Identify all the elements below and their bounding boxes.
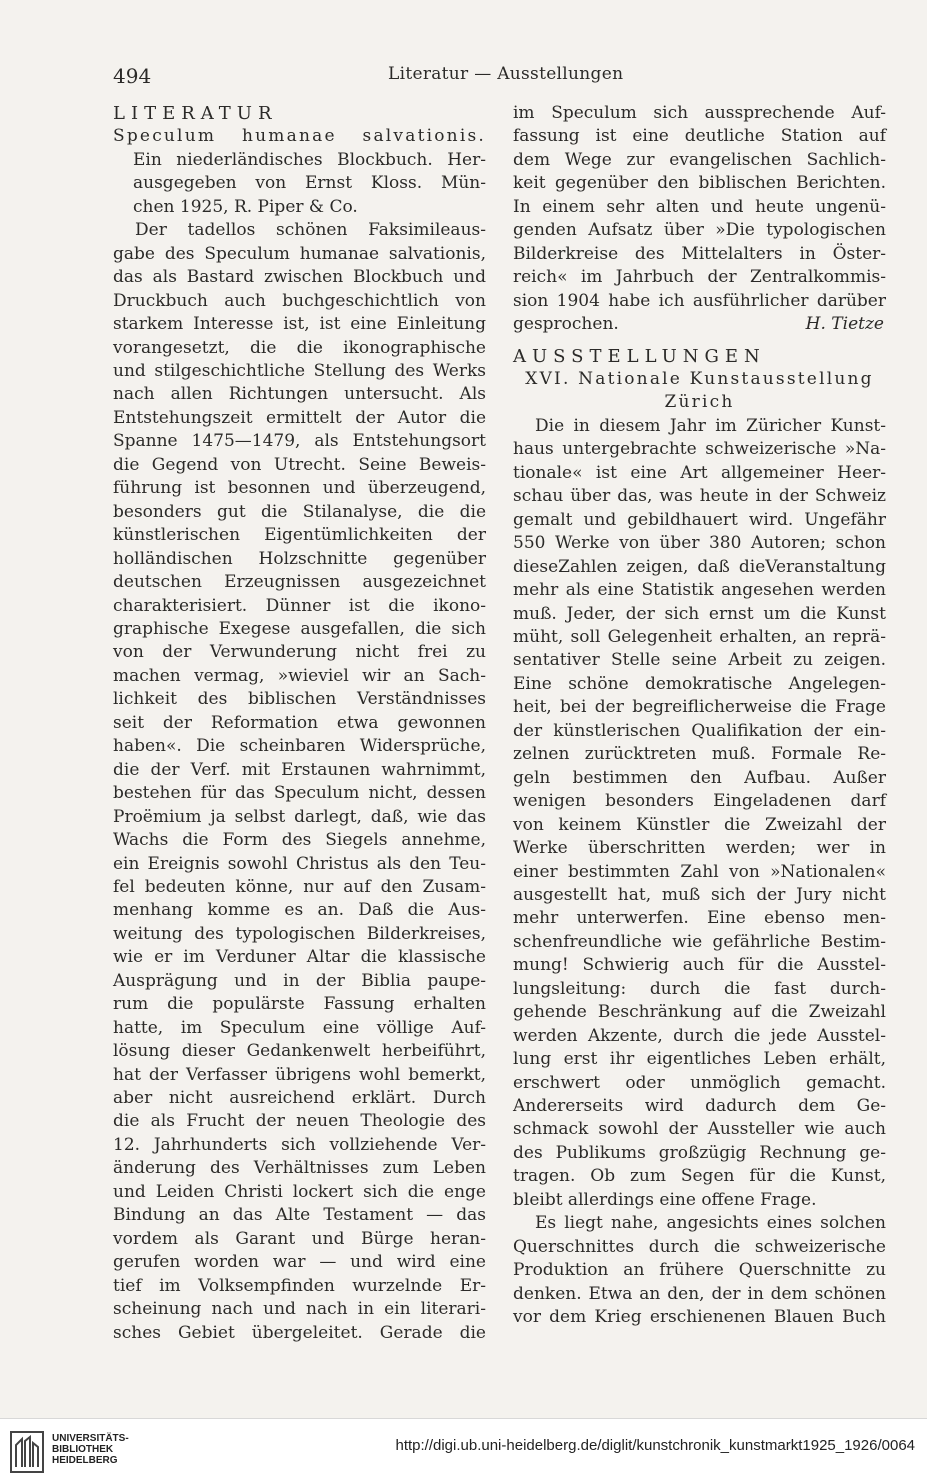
text-line: ausgestellt hat, muß sich der Jury nicht [513, 884, 886, 905]
text-line: tief im Volksempfinden wurzelnde Er- [113, 1275, 486, 1296]
text-line: im Speculum sich aussprechende Auf- [513, 103, 886, 123]
text-line: heit, bei der begreiflicherweise die Frage [513, 697, 886, 718]
text-line: geln bestimmen den Aufbau. Außer [513, 767, 886, 788]
text-line: gerufen worden war — und wird eine [113, 1252, 486, 1273]
text-line: haben«. Die scheinbaren Widersprüche, [113, 736, 486, 757]
text-line: menhang komme es an. Daß die Aus- [113, 900, 486, 921]
text-line: aber nicht ausreichend erklärt. Durch [113, 1088, 486, 1109]
text-line: sches Gebiet übergeleitet. Gerade die [113, 1322, 486, 1343]
text-line: sion 1904 habe ich ausführlicher darüber [513, 290, 886, 311]
text-line: lichkeit des biblischen Verständnisses [113, 689, 486, 710]
text-line: dem Wege zur evangelischen Sachlich- [513, 149, 886, 170]
text-line: vorangesetzt, die die ikonographische [113, 337, 486, 358]
exhibition-city: Zürich [664, 392, 735, 413]
text-line: bestehen für das Speculum nicht, dessen [113, 783, 486, 804]
review-title: Speculum humanae salvationis. [113, 126, 486, 147]
library-name [52, 1433, 129, 1466]
text-line: Eine schöne demokratische Angelegen- [513, 673, 886, 694]
review-bibliographic-info [113, 149, 486, 219]
text-line: zelnen zurücktreten muß. Formale Re- [513, 744, 886, 765]
text-line: wie er im Verduner Altar die klassische [113, 947, 486, 968]
text-line: vordem als Garant und Bürge heran- [113, 1228, 486, 1249]
text-line: vor dem Krieg erschienenen Blauen Buch [513, 1307, 886, 1328]
review-body-continued [513, 102, 886, 313]
text-line: fassung ist eine deutliche Station auf [513, 126, 886, 147]
text-line: reich« im Jahrbuch der Zentralkommis- [513, 267, 886, 288]
text-line: von keinem Künstler die Zweizahl der [513, 814, 886, 835]
text-line: schmack sowohl der Aussteller wie auch [513, 1119, 886, 1140]
exhibition-title: XVI. Nationale Kunstausstellung [525, 368, 874, 389]
text-line: mehr unterwerfen. Eine ebenso men- [513, 908, 886, 929]
text-line: mehr als eine Statistik angesehen werden [513, 580, 886, 601]
text-line: denken. Etwa an den, der in dem schönen [513, 1283, 886, 1304]
text-line: der künstlerischen Qualifikation der ein- [513, 720, 886, 741]
text-line: Die in diesem Jahr im Züricher Kunst- [535, 415, 886, 436]
text-line: erschwert oder unmöglich gemacht. [513, 1072, 886, 1093]
text-line: tragen. Ob zum Segen für die Kunst, [513, 1166, 886, 1187]
text-line: charakterisiert. Dünner ist die ikono- [113, 595, 486, 616]
text-line: lung erst ihr eigentliches Leben erhält, [513, 1049, 886, 1070]
text-line: müht, soll Gelegenheit erhalten, an reprä- [513, 626, 886, 647]
review-closing [513, 313, 886, 336]
text-line: ein Ereignis sowohl Christus als den Teu- [113, 853, 486, 874]
library-name-line: BIBLIOTHEK [52, 1444, 114, 1455]
text-line: gemalt und gebildhauert wird. Ungefähr [513, 509, 886, 530]
text-line: besonders gut die Stilanalyse, die die [113, 501, 486, 522]
review-signature: H. Tietze [805, 314, 884, 335]
exhibition-body [513, 415, 886, 1189]
text-line: dieseZahlen zeigen, daß dieVeranstaltung [513, 556, 886, 577]
text-line: Ein niederländisches Blockbuch. Her- [133, 149, 486, 170]
text-line: seit der Reformation etwa gewonnen [113, 712, 486, 733]
text-line: lösung dieser Gedankenwelt herbeiführt, [113, 1041, 486, 1062]
text-line: schau über das, was heute in der Schweiz [513, 486, 886, 507]
library-name-line: HEIDELBERG [52, 1455, 118, 1466]
text-line: In einem sehr alten und heute ungenü- [513, 196, 886, 217]
text-line: die der Verf. mit Erstaunen wahrnimmt, [113, 759, 486, 780]
text-line: von der Verwunderung nicht frei zu [113, 642, 486, 663]
running-head: Literatur — Ausstellungen [388, 64, 624, 84]
text-line: das als Bastard zwischen Blockbuch und [113, 267, 486, 288]
text-line: einer bestimmten Zahl von »Nationalen« [513, 861, 886, 882]
text-line: chen 1925, R. Piper & Co. [133, 196, 358, 217]
text-line: gehende Beschränkung auf die Zweizahl [513, 1002, 886, 1023]
text-line: weitung des typologischen Bilderkreises, [113, 923, 486, 944]
text-line: schenfreundliche wie gefährliche Bestim- [513, 931, 886, 952]
text-line: mung! Schwierig auch für die Ausstel- [513, 955, 886, 976]
library-name-line: UNIVERSITÄTS- [52, 1433, 129, 1444]
text-line: 550 Werke von über 380 Autoren; schon [513, 533, 886, 554]
text-line: scheinung nach und nach in ein literari- [113, 1299, 486, 1320]
exhibition-para1-last-line: bleibt allerdings eine offene Frage. [513, 1189, 817, 1210]
source-url-link[interactable]: http://digi.ub.uni-heidelberg.de/diglit/kunstchronik_kunstmarkt1925_1926/0064 [395, 1437, 915, 1454]
text-line: sentativer Stelle seine Arbeit zu zeigen. [513, 650, 886, 671]
text-line: führung ist besonnen und überzeugend, [113, 478, 486, 499]
text-line: Spanne 1475—1479, als Entstehungsort [113, 431, 486, 452]
text-line: tionale« ist eine Art allgemeiner Heer- [513, 462, 886, 483]
text-line: fel bedeuten könne, nur auf den Zusam- [113, 876, 486, 897]
text-line: die als Frucht der neuen Theologie des [113, 1111, 486, 1132]
text-line: Wachs die Form des Siegels annehme, [113, 830, 486, 851]
text-line: änderung des Verhältnisses zum Leben [113, 1158, 486, 1179]
text-line: werden Akzente, durch die jede Ausstel- [513, 1025, 886, 1046]
text-line: Produktion an frühere Querschnitte zu [513, 1260, 886, 1281]
text-line: und stilgeschichtliche Stellung des Werks [113, 360, 486, 381]
text-line: Entstehungszeit ermittelt der Autor die [113, 407, 486, 428]
text-line: künstlerischen Eigentümlichkeiten der [113, 525, 486, 546]
text-line: Es liegt nahe, angesichts eines solchen [535, 1213, 886, 1234]
text-line: und Leiden Christi lockert sich die enge [113, 1181, 486, 1202]
text-line: nach allen Richtungen untersucht. Als [113, 384, 486, 405]
text-line: haus untergebrachte schweizerische »Na- [513, 439, 886, 460]
text-line: lungsleitung: durch die fast durch- [513, 978, 886, 999]
text-line: die Gegend von Utrecht. Seine Beweis- [113, 454, 486, 475]
text-line: Querschnittes durch die schweizerische [513, 1236, 886, 1257]
text-line: Druckbuch auch buchgeschichtlich von [113, 290, 486, 311]
text-line: des Publikums großzügig Rechnung ge- [513, 1142, 886, 1163]
text-line: holländischen Holzschnitte gegenüber [113, 548, 486, 569]
text-line: Bindung an das Alte Testament — das [113, 1205, 486, 1226]
section-heading-ausstellungen: AUSSTELLUNGEN [513, 345, 766, 367]
text-line: machen vermag, »wieviel wir an Sach- [113, 665, 486, 686]
section-heading-literatur: LITERATUR [113, 103, 278, 124]
text-line: hatte, im Speculum eine völlige Auf- [113, 1017, 486, 1038]
text-line: graphische Exegese ausgefallen, die sich [113, 618, 486, 639]
text-line: Werke überschritten werden; wer in [513, 838, 886, 859]
text-line: ausgegeben von Ernst Kloss. Mün- [133, 173, 486, 194]
text-line: gabe des Speculum humanae salvationis, [113, 243, 486, 264]
right-column [513, 102, 886, 1330]
left-column [113, 102, 486, 1345]
review-last-line: gesprochen. [513, 314, 619, 335]
text-line: keit gegenüber den biblischen Berichten. [513, 173, 886, 194]
text-line: rum die populärste Fassung erhalten [113, 994, 486, 1015]
text-line: hat der Verfasser übrigens wohl bemerkt, [113, 1064, 486, 1085]
library-footer [0, 1418, 927, 1484]
review-body [113, 219, 486, 1345]
text-line: genden Aufsatz über »Die typologischen [513, 220, 886, 241]
heidelberg-logo-icon [10, 1431, 44, 1473]
text-line: Bilderkreise des Mittelalters in Öster- [513, 243, 886, 264]
text-line: 12. Jahrhunderts sich vollziehende Ver- [113, 1134, 486, 1155]
text-line: Ausprägung und in der Biblia paupe- [113, 970, 486, 991]
text-line: wenigen besonders Eingeladenen darf [513, 791, 886, 812]
text-line: Proëmium ja selbst darlegt, daß, wie das [113, 806, 486, 827]
text-line: deutschen Erzeugnissen ausgezeichnet [113, 572, 486, 593]
exhibition-para2 [513, 1212, 886, 1329]
text-line: Der tadellos schönen Faksimileaus- [135, 220, 486, 241]
page-number: 494 [113, 64, 152, 88]
text-line: Andererseits wird dadurch dem Ge- [513, 1096, 886, 1117]
text-line: starkem Interesse ist, ist eine Einleitung [113, 314, 486, 335]
text-line: muß. Jeder, der sich ernst um die Kunst [513, 603, 886, 624]
